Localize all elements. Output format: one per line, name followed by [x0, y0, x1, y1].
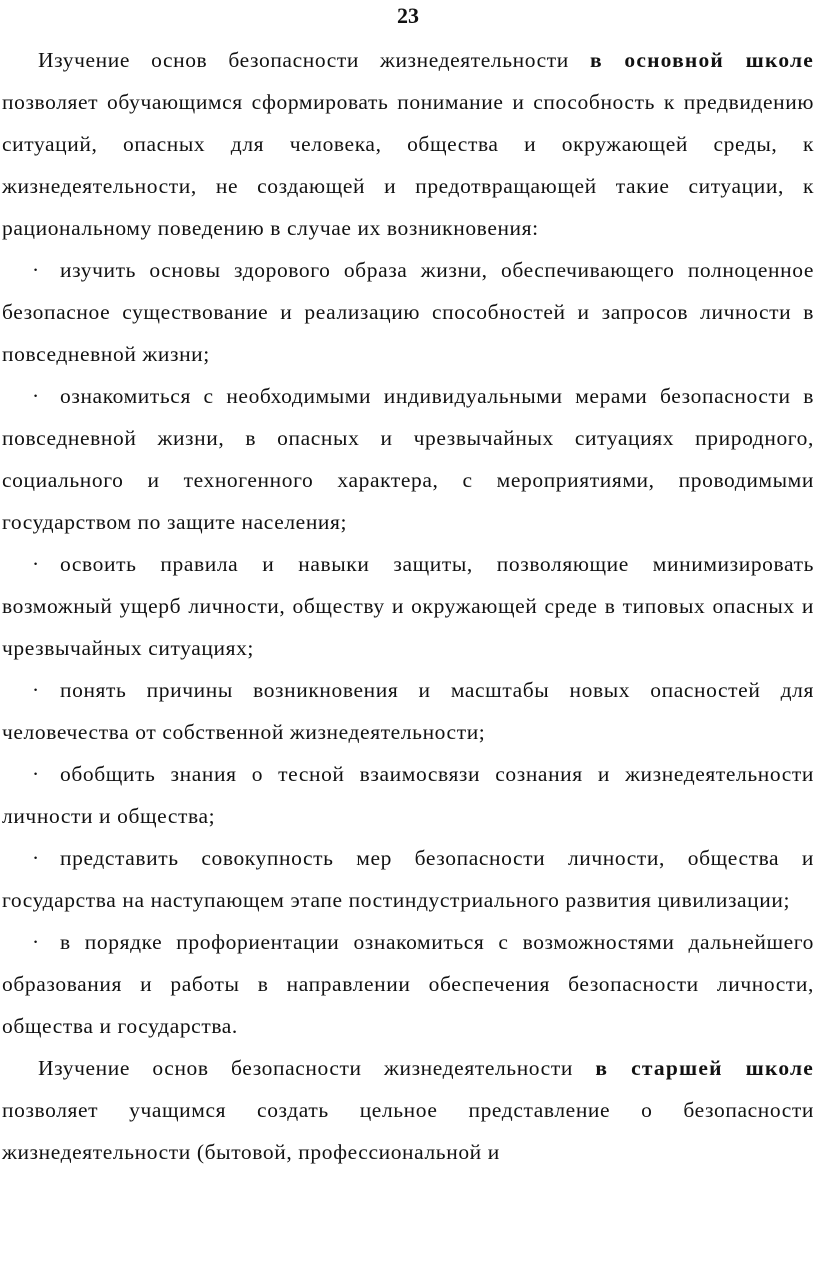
bullet-text: обобщить знания о тесной взаимосвязи сознания и жизнедеятельности личности и общества; — [2, 762, 814, 828]
senior-rest: позволяет учащимся создать цельное представление о безопасности жизнедеятельности (бытовой, профессиональной и — [2, 1098, 814, 1164]
bullet-item — [2, 249, 814, 375]
bullet-text: освоить правила и навыки защиты, позволяющие минимизировать возможный ущерб личности, обществу и окружающей среде в типовых опасных и чрезвычайных ситуациях; — [2, 552, 814, 660]
bullet-text: понять причины возникновения и масштабы новых опасностей для человечества от собственной жизнедеятельности; — [2, 678, 814, 744]
intro-bold-phrase: в основной школе — [589, 48, 814, 72]
intro-paragraph — [2, 39, 814, 249]
intro-rest: позволяет обучающимся сформировать понимание и способность к предвидению ситуаций, опасных для человека, общества и окружающей среды, к жизнедеятельности, не создающей и предотвращающей такие ситуации, к рациональному поведению в случае их возникновения: — [2, 90, 814, 240]
senior-paragraph — [2, 1047, 814, 1173]
bullet-item — [2, 669, 814, 753]
bullet-text: представить совокупность мер безопасности личности, общества и государства на наступающем этапе постиндустриального развития цивилизации; — [2, 846, 814, 912]
bullet-dot: · — [32, 552, 40, 576]
bullet-dot: · — [32, 384, 40, 408]
bullet-text: в порядке профориентации ознакомиться с возможностями дальнейшего образования и работы в направлении обеспечения безопасности личности, общества и государства. — [2, 930, 814, 1038]
bullet-text: ознакомиться с необходимыми индивидуальными мерами безопасности в повседневной жизни, в опасных и чрезвычайных ситуациях природного, социального и техногенного характера, с мероприятиями, проводимыми государством по защите населения; — [2, 384, 814, 534]
bullet-dot: · — [32, 678, 40, 702]
bullet-dot: · — [32, 930, 40, 954]
bullet-item — [2, 543, 814, 669]
intro-lead: Изучение основ безопасности жизнедеятельности — [38, 48, 569, 72]
page-number: 23 — [397, 3, 419, 28]
bullet-item — [2, 375, 814, 543]
senior-bold-phrase: в старшей школе — [595, 1056, 814, 1080]
bullet-dot: · — [32, 846, 40, 870]
bullet-item — [2, 753, 814, 837]
bullet-dot: · — [32, 762, 40, 786]
page-body — [2, 39, 814, 1173]
bullet-text: изучить основы здорового образа жизни, обеспечивающего полноценное безопасное существование и реализацию способностей и запросов личности в повседневной жизни; — [2, 258, 814, 366]
bullet-item — [2, 921, 814, 1047]
bullet-dot: · — [32, 258, 40, 282]
senior-lead: Изучение основ безопасности жизнедеятельности — [38, 1056, 573, 1080]
bullet-item — [2, 837, 814, 921]
